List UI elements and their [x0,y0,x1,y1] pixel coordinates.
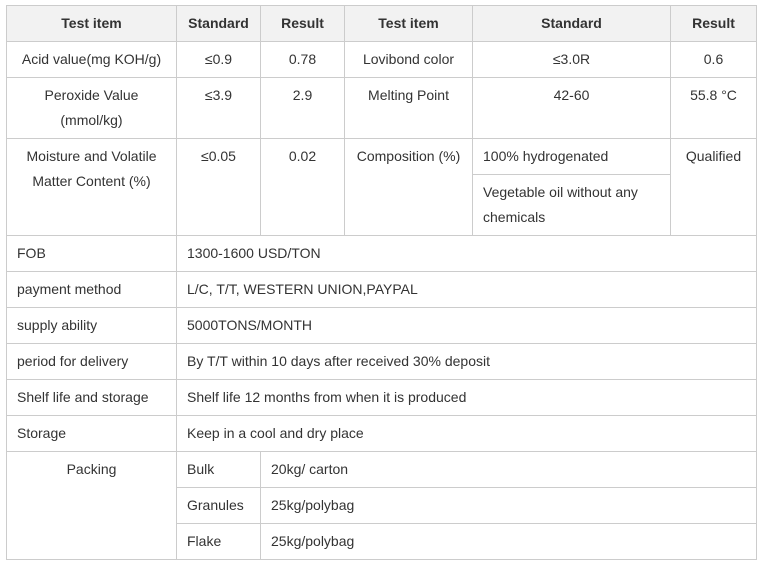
packing-form: Bulk [177,452,261,488]
standard-cell: ≤0.9 [177,42,261,78]
test-item-cell: Lovibond color [345,42,473,78]
standard-cell: ≤3.0R [473,42,671,78]
header-result: Result [261,6,345,42]
header-result: Result [671,6,757,42]
spec-label: supply ability [7,308,177,344]
table-row [7,236,757,272]
standard-cell: Vegetable oil without any chemicals [473,175,671,236]
result-cell: 0.6 [671,42,757,78]
result-cell: 0.02 [261,139,345,236]
table-row [7,42,757,78]
table-row [7,416,757,452]
packing-form: Granules [177,488,261,524]
test-item-cell: Acid value(mg KOH/g) [7,42,177,78]
packing-label: Packing [7,452,177,560]
spec-value: 5000TONS/MONTH [177,308,757,344]
header-standard: Standard [473,6,671,42]
table-row [7,272,757,308]
result-cell: 55.8 °C [671,78,757,139]
standard-cell: ≤0.05 [177,139,261,236]
standard-cell: 100% hydrogenated [473,139,671,175]
table-row [7,308,757,344]
standard-cell: ≤3.9 [177,78,261,139]
table-row [7,344,757,380]
table-row [7,380,757,416]
test-item-cell: Melting Point [345,78,473,139]
header-test-item: Test item [345,6,473,42]
spec-label: period for delivery [7,344,177,380]
result-cell: 0.78 [261,42,345,78]
spec-value: By T/T within 10 days after received 30% deposit [177,344,757,380]
test-item-cell: Moisture and Volatile Matter Content (%) [7,139,177,236]
spec-value: Shelf life 12 months from when it is produced [177,380,757,416]
spec-value: L/C, T/T, WESTERN UNION,PAYPAL [177,272,757,308]
header-test-item: Test item [7,6,177,42]
result-cell: 2.9 [261,78,345,139]
test-item-cell: Composition (%) [345,139,473,236]
spec-label: Storage [7,416,177,452]
packing-form: Flake [177,524,261,560]
header-standard: Standard [177,6,261,42]
product-spec-table [6,5,757,560]
spec-value: Keep in a cool and dry place [177,416,757,452]
spec-label: FOB [7,236,177,272]
standard-cell: 42-60 [473,78,671,139]
spec-label: Shelf life and storage [7,380,177,416]
table-row [7,452,757,488]
table-row [7,139,757,175]
table-row [7,78,757,139]
table-header-row [7,6,757,42]
packing-spec: 20kg/ carton [261,452,757,488]
spec-value: 1300-1600 USD/TON [177,236,757,272]
packing-spec: 25kg/polybag [261,488,757,524]
result-cell: Qualified [671,139,757,236]
test-item-cell: Peroxide Value (mmol/kg) [7,78,177,139]
packing-spec: 25kg/polybag [261,524,757,560]
spec-label: payment method [7,272,177,308]
